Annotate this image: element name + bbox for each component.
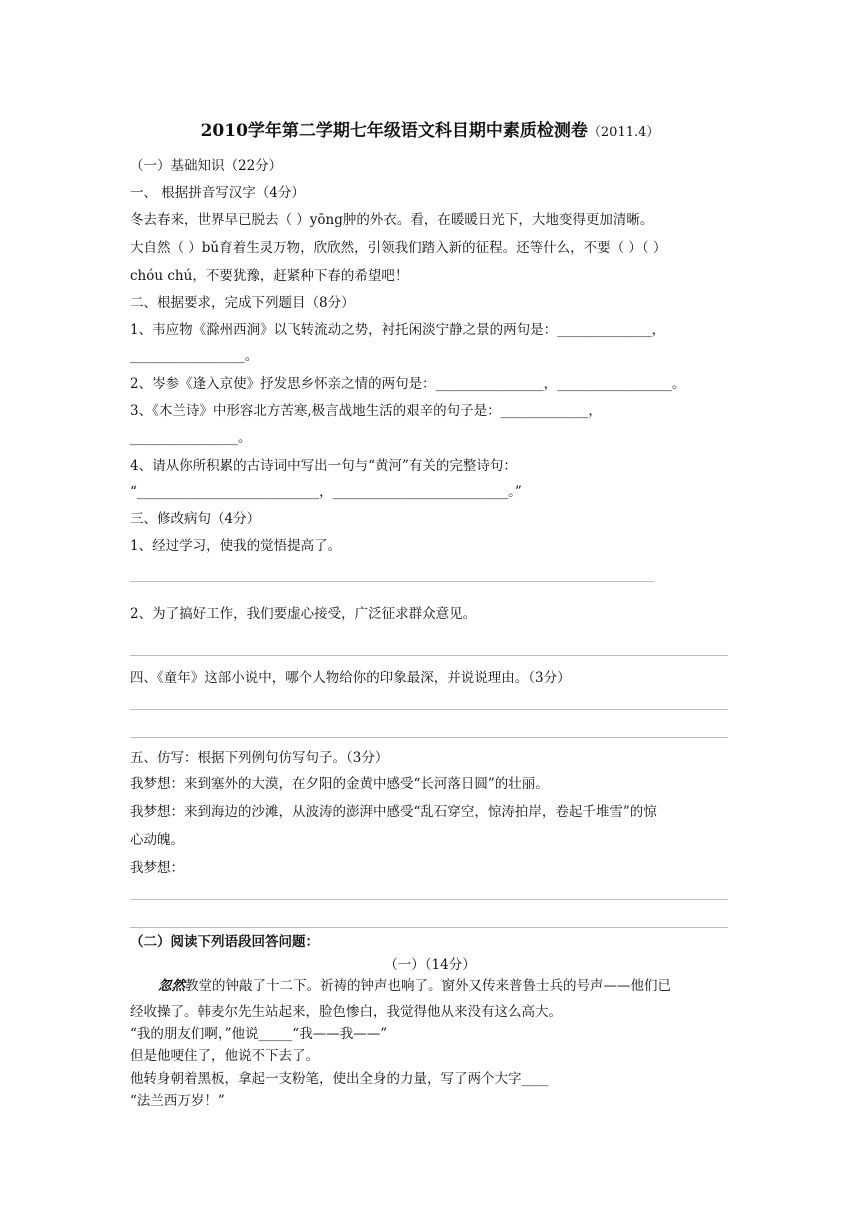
passage-paragraph-1-line-2: 经收操了。韩麦尔先生站起来，脸色惨白，我觉得他从来没有这么高大。 xyxy=(130,1004,562,1020)
section-reading-heading: （二）阅读下列语段回答问题： xyxy=(130,934,319,950)
q1-text-line-1: 冬去春来，世界早已脱去（ ）yōng肿的外衣。看，在暖暖日光下，大地变得更加清晰。 xyxy=(130,212,654,228)
reading-passage-1-heading: （一）（14分） xyxy=(384,957,476,973)
answer-line xyxy=(130,655,728,656)
section-basic-knowledge-heading: （一）基础知识（22分） xyxy=(130,158,283,174)
q2-item-3-line-2: ________________。 xyxy=(130,430,252,446)
q3-item-1: 1、经过学习，使我的觉悟提高了。 xyxy=(130,538,342,554)
q5-example-1: 我梦想：来到塞外的大漠，在夕阳的金黄中感受“长河落日圆”的壮丽。 xyxy=(130,776,549,792)
passage-text: 教堂的钟敲了十二下。祈祷的钟声也响了。窗外又传来普鲁士兵的号声——他们已 xyxy=(185,978,671,994)
q3-item-2: 2、为了搞好工作，我们要虚心接受，广泛征求群众意见。 xyxy=(130,606,477,622)
exam-title-main: 2010学年第二学期七年级语文科目期中素质检测卷 xyxy=(200,121,588,141)
passage-paragraph-4: 他转身朝着黑板，拿起一支粉笔，使出全身的力量，写了两个大字____ xyxy=(130,1071,549,1087)
exam-title-date: （2011.4） xyxy=(587,125,660,140)
answer-line xyxy=(130,927,728,928)
q5-heading: 五、仿写：根据下列例句仿写句子。（3分） xyxy=(130,750,389,766)
q5-example-2-line-2: 心动魄。 xyxy=(130,832,184,848)
q5-example-2-line-1: 我梦想：来到海边的沙滩，从波涛的澎湃中感受“乱石穿空，惊涛拍岸，卷起千堆雪”的惊 xyxy=(130,804,657,820)
exam-title xyxy=(0,116,860,141)
answer-line xyxy=(130,899,728,900)
q1-text-line-2: 大自然（ ）bǔ育着生灵万物，欣欣然，引领我们踏入新的征程。还等什么，不要（ ）（ ） xyxy=(130,240,667,256)
answer-line xyxy=(130,709,728,710)
q1-heading: 一、 根据拼音写汉字（4分） xyxy=(130,185,305,201)
q3-heading: 三、修改病句（4分） xyxy=(130,511,261,527)
q2-item-2: 2、岑参《逢入京使》抒发思乡怀亲之情的两句是：________________，_________________。 xyxy=(130,376,686,392)
answer-line xyxy=(130,737,728,738)
q2-item-3-line-1: 3、《木兰诗》中形容北方苦寒,极言战地生活的艰辛的句子是：_____________， xyxy=(130,403,602,419)
passage-paragraph-5: “法兰西万岁！” xyxy=(130,1093,225,1109)
passage-paragraph-3: 但是他哽住了，他说不下去了。 xyxy=(130,1048,319,1064)
q4-text: 四、《童年》这部小说中，哪个人物给你的印象最深，并说说理由。（3分） xyxy=(130,670,571,686)
q5-prompt: 我梦想： xyxy=(130,860,184,876)
q2-heading: 二、根据要求，完成下列题目（8分） xyxy=(130,295,355,311)
passage-paragraph-2: “我的朋友们啊，”他说_____“我——我——” xyxy=(130,1026,388,1042)
q1-text-line-3: chóu chú，不要犹豫，赶紧种下春的希望吧！ xyxy=(130,268,409,284)
q2-item-1-line-1: 1、韦应物《滁州西涧》以飞转流动之势，衬托闲淡宁静之景的两句是：______________， xyxy=(130,322,666,338)
q2-item-4-line-2: “___________________________，__________________________。” xyxy=(130,484,522,500)
passage-paragraph-1-line-1 xyxy=(158,976,671,996)
emphasized-word: 忽然 xyxy=(158,978,185,994)
answer-line xyxy=(130,581,654,582)
q2-item-4-line-1: 4、请从你所积累的古诗词中写出一句与“黄河”有关的完整诗句： xyxy=(130,458,517,474)
q2-item-1-line-2: _________________。 xyxy=(130,348,259,364)
